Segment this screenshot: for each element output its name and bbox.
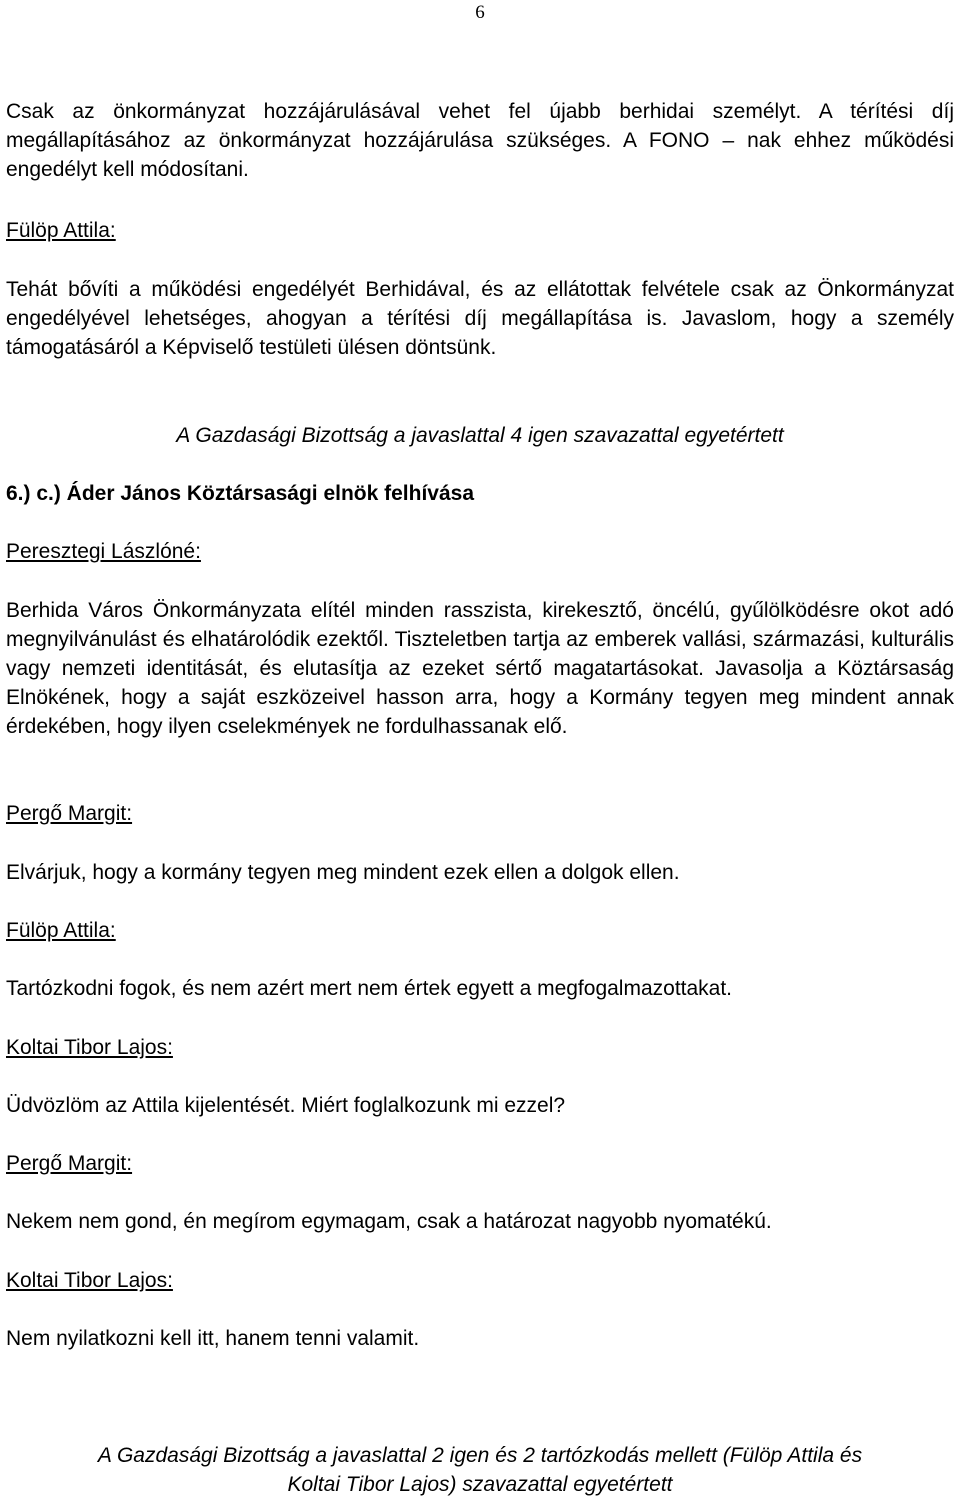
speaker-name: Peresztegi Lászlóné:: [6, 540, 201, 563]
speaker-name: Fülöp Attila:: [6, 219, 116, 242]
statement-paragraph: Elvárjuk, hogy a kormány tegyen meg mindent ezek ellen a dolgok ellen.: [6, 861, 680, 884]
resolution-line: A Gazdasági Bizottság a javaslattal 2 igen és 2 tartózkodás mellett (Fülöp Attila és: [97, 1444, 863, 1467]
statement-paragraph: Nem nyilatkozni kell itt, hanem tenni valamit.: [6, 1327, 420, 1350]
statement-paragraph: Tehát bővíti a működési engedélyét Berhidával, és az ellátottak felvétele csak az Önkormányzat engedélyével lehetséges, ahogyan a térítési díj megállapítása is. Javaslom, hogy a személy támogatásáról a Képviselő testületi ülésen döntsünk.: [6, 278, 954, 359]
resolution-line: Koltai Tibor Lajos) szavazattal egyetértett: [287, 1473, 673, 1496]
committee-resolution-final: [6, 1441, 954, 1499]
committee-resolution: A Gazdasági Bizottság a javaslattal 4 igen szavazattal egyetértett: [176, 424, 784, 447]
section-heading: 6.) c.) Áder János Köztársasági elnök felhívása: [6, 482, 475, 505]
intro-paragraph: Csak az önkormányzat hozzájárulásával vehet fel újabb berhidai személyt. A térítési díj megállapításához az önkormányzat hozzájárulása szükséges. A FONO – nak ehhez működési engedélyt kell módosítani.: [6, 100, 954, 181]
statement-paragraph: Berhida Város Önkormányzata elítél minden rasszista, kirekesztő, öncélú, gyűlölködésre okot adó megnyilvánulást és elhatárolódik ezektől. Tiszteletben tartja az emberek vallási, származási, kulturális vagy nemzeti identitását, és elutasítja az ezeket sértő magatartásokat. Javasolja a Köztársaság Elnökének, hogy a saját eszközeivel hasson arra, hogy a Kormány tegyen meg mindent annak érdekében, hogy ilyen cselekmények ne fordulhassanak elő.: [6, 599, 954, 738]
statement-paragraph: Nekem nem gond, én megírom egymagam, csak a határozat nagyobb nyomatékú.: [6, 1210, 772, 1233]
speaker-name: Koltai Tibor Lajos:: [6, 1036, 173, 1059]
page-number: 6: [475, 2, 485, 23]
statement-paragraph: Tartózkodni fogok, és nem azért mert nem értek egyett a megfogalmazottakat.: [6, 977, 733, 1000]
speaker-name: Koltai Tibor Lajos:: [6, 1269, 173, 1292]
speaker-name: Pergő Margit:: [6, 802, 133, 825]
speaker-name: Fülöp Attila:: [6, 919, 116, 942]
speaker-name: Pergő Margit:: [6, 1152, 133, 1175]
statement-paragraph: Üdvözlöm az Attila kijelentését. Miért foglalkozunk mi ezzel?: [6, 1094, 566, 1117]
